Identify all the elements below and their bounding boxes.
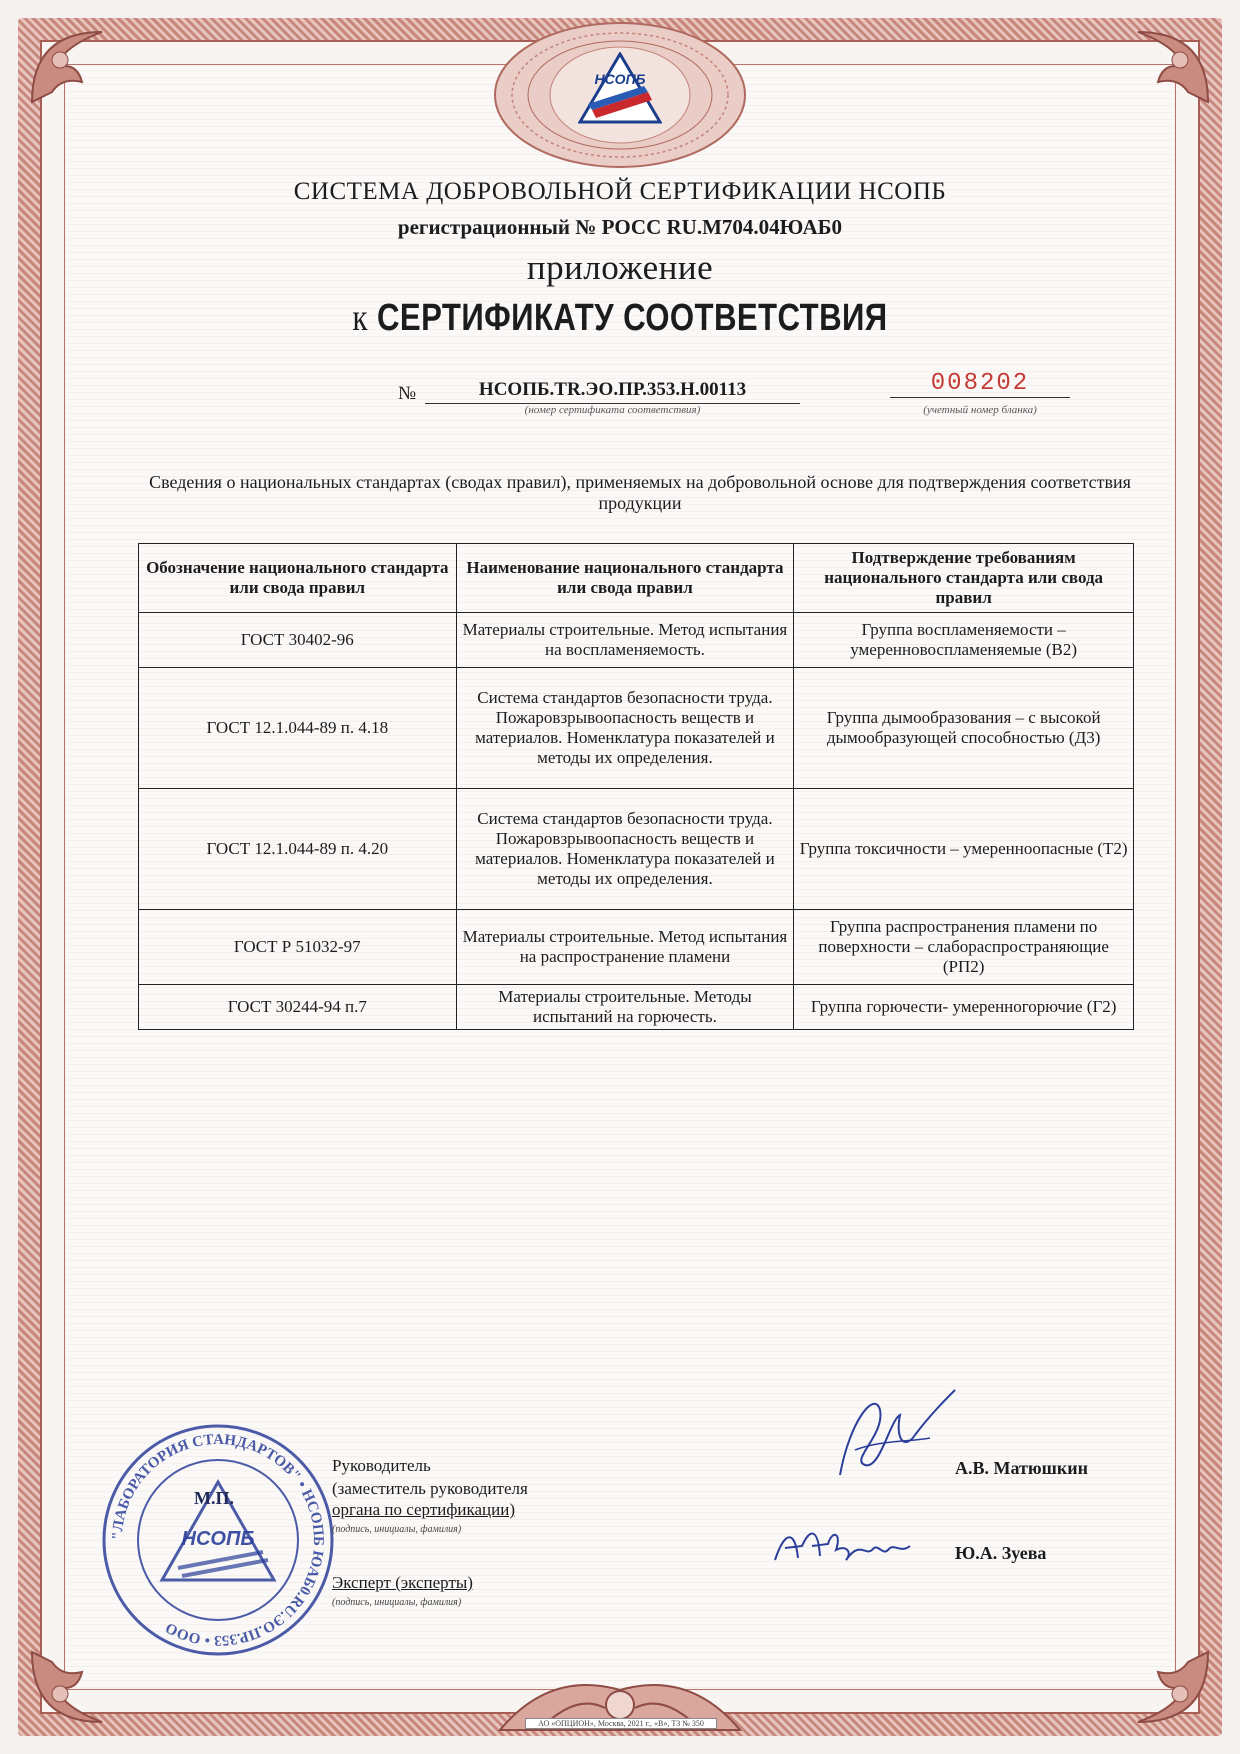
cell-confirmation: Группа горючести- умеренногорючие (Г2): [794, 985, 1134, 1030]
stamp-place-label: М.П.: [194, 1488, 234, 1508]
printer-note: АО «ОПЦИОН», Москва, 2021 г., «В», ТЗ № 350: [525, 1718, 717, 1729]
cell-designation: ГОСТ 12.1.044-89 п. 4.20: [139, 789, 457, 910]
table-row: [139, 613, 1134, 668]
appendix-heading: приложение: [526, 248, 714, 287]
head-label-deputy: (заместитель руководителя: [332, 1479, 528, 1498]
cell-designation: ГОСТ 30244-94 п.7: [139, 985, 457, 1030]
organization-stamp: [98, 1420, 338, 1660]
standards-table: [138, 543, 1134, 1030]
cell-name: Система стандартов безопасности труда. Пожаровзрывоопасность веществ и материалов. Номенклатура показателей и методы их определения.: [456, 789, 794, 910]
certificate-title-prefix: к: [352, 297, 368, 339]
cell-name: Материалы строительные. Метод испытания на воспламеняемость.: [456, 613, 794, 668]
header-name: Наименование национального стандарта или свода правил: [456, 544, 794, 613]
expert-label: Эксперт (эксперты): [332, 1573, 473, 1592]
certificate-title: [112, 296, 1129, 340]
corner-ornament-icon: [1128, 22, 1218, 112]
certificate-title-main: СЕРТИФИКАТУ СООТВЕТСТВИЯ: [377, 297, 888, 339]
cell-name: Система стандартов безопасности труда. Пожаровзрывоопасность веществ и материалов. Номенклатура показателей и методы их определения.: [456, 668, 794, 789]
cell-confirmation: Группа распространения пламени по поверхности – слабораспространяющие (РП2): [794, 910, 1134, 985]
expert-name: Ю.А. Зуева: [955, 1543, 1047, 1563]
certificate-number-caption: (номер сертификата соответствия): [524, 404, 701, 416]
certificate-number: НСОПБ.TR.ЭО.ПР.353.Н.00113: [425, 379, 800, 404]
cell-designation: ГОСТ 30402-96: [139, 613, 457, 668]
corner-ornament-icon: [22, 22, 112, 112]
cell-name: Материалы строительные. Метод испытания на распространение пламени: [456, 910, 794, 985]
header-designation: Обозначение национального стандарта или свода правил: [139, 544, 457, 613]
number-sign: №: [398, 383, 417, 404]
cell-confirmation: Группа токсичности – умеренноопасные (Т2): [794, 789, 1134, 910]
nsopb-logo: [578, 52, 662, 124]
svg-text:НСОПБ: НСОПБ: [181, 1528, 255, 1550]
svg-text:"ЛАБОРАТОРИЯ СТАНДАРТОВ" • НСО: "ЛАБОРАТОРИЯ СТАНДАРТОВ" • НСОПБ ЮАБ0.RU.ЭО.ПР.353 • ООО: [109, 1431, 327, 1649]
registration-number: регистрационный № РОСС RU.М704.04ЮАБ0: [397, 215, 843, 239]
corner-ornament-icon: [1128, 1642, 1218, 1732]
cell-designation: ГОСТ 12.1.044-89 п. 4.18: [139, 668, 457, 789]
head-label: Руководитель: [332, 1456, 431, 1475]
head-name: А.В. Матюшкин: [955, 1458, 1088, 1478]
header-confirmation: Подтверждение требованиям национального стандарта или свода правил: [794, 544, 1134, 613]
head-signature: [820, 1380, 960, 1490]
table-row: [139, 910, 1134, 985]
table-header-row: [139, 544, 1134, 613]
table-row: [139, 985, 1134, 1030]
blank-number-caption: (учетный номер бланка): [923, 404, 1037, 416]
svg-text:НСОПБ: НСОПБ: [594, 71, 646, 87]
signature-caption: (подпись, инициалы, фамилия): [332, 1597, 462, 1608]
head-label-body: органа по сертификации): [332, 1500, 515, 1519]
table-row: [139, 789, 1134, 910]
blank-number: 008202: [890, 370, 1070, 398]
intro-text: Сведения о национальных стандартах (сводах правил), применяемых на добровольной основе для подтверждения соответствия продукции: [149, 472, 1131, 513]
cell-designation: ГОСТ Р 51032-97: [139, 910, 457, 985]
cell-name: Материалы строительные. Методы испытаний на горючесть.: [456, 985, 794, 1030]
signature-caption: (подпись, инициалы, фамилия): [332, 1524, 462, 1535]
cell-confirmation: Группа воспламеняемости – умеренновоспламеняемые (В2): [794, 613, 1134, 668]
cell-confirmation: Группа дымообразования – с высокой дымообразующей способностью (Д3): [794, 668, 1134, 789]
system-title: СИСТЕМА ДОБРОВОЛЬНОЙ СЕРТИФИКАЦИИ НСОПБ: [293, 178, 947, 205]
expert-signature: [770, 1520, 920, 1570]
table-row: [139, 668, 1134, 789]
